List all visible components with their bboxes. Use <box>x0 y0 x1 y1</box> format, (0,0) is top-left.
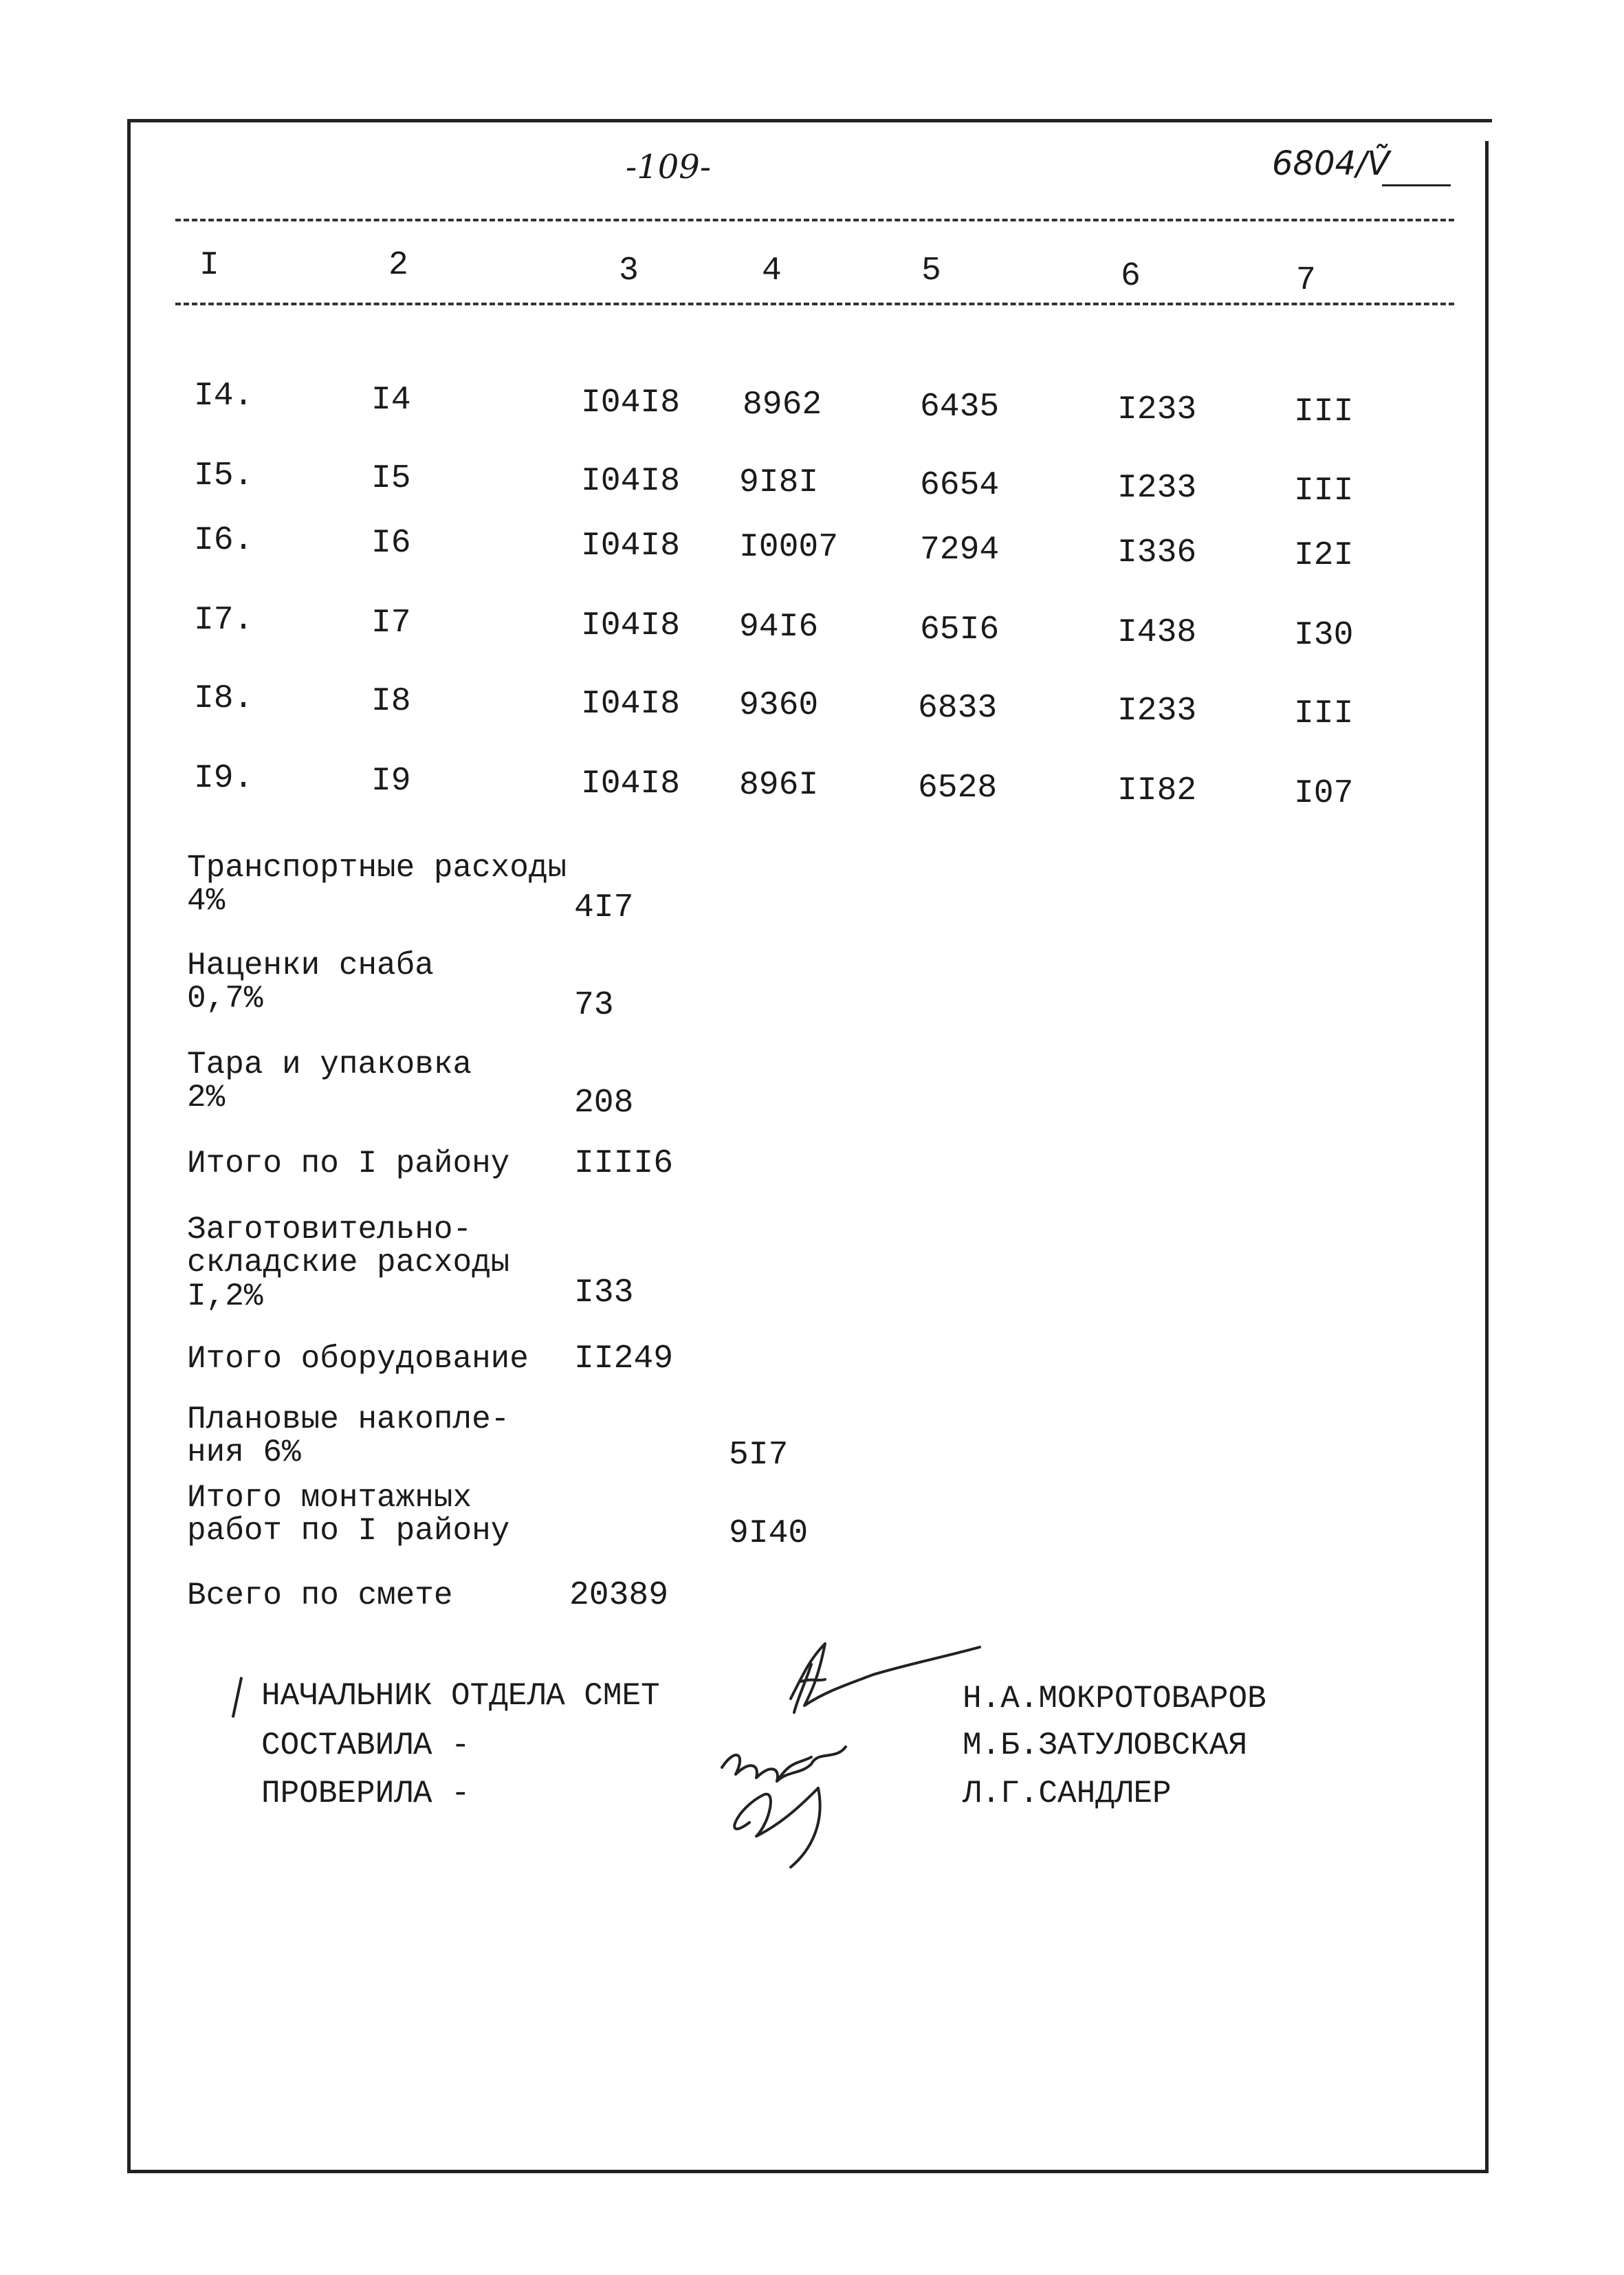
cell-col7: I07 <box>1294 775 1354 812</box>
column-header-6: 6 <box>1121 258 1141 295</box>
row-number: I8. <box>194 680 254 717</box>
signature-name-compiled: М.Б.ЗАТУЛОВСКАЯ <box>963 1728 1248 1763</box>
cell-col6: I233 <box>1117 693 1197 730</box>
summary-label-planned-savings: Плановые накопле- ния 6% <box>187 1402 510 1471</box>
cell-col2: I9 <box>371 763 411 800</box>
document-code: 6804/Ṽ <box>1272 144 1390 183</box>
cell-col2: I5 <box>371 460 411 497</box>
summary-label-installation: Итого монтажных работ по I району <box>187 1480 510 1549</box>
frame-top-border <box>127 119 1492 122</box>
column-header-3: 3 <box>619 252 639 290</box>
page-number: -109- <box>626 148 712 186</box>
cell-col4: I0007 <box>739 529 839 566</box>
column-header-5: 5 <box>921 252 941 290</box>
signature-role-head: НАЧАЛЬНИК ОТДЕЛА СМЕТ <box>261 1678 660 1714</box>
cell-col5: 6833 <box>918 690 998 727</box>
frame-bottom-border <box>127 2170 1489 2173</box>
column-header-2: 2 <box>388 247 408 284</box>
cell-col2: I8 <box>371 683 411 720</box>
frame-right-border <box>1485 141 1489 2173</box>
cell-col4: 8962 <box>743 387 822 424</box>
cell-col4: 9I8I <box>739 464 819 501</box>
cell-col5: 6654 <box>920 467 1000 504</box>
row-number: I7. <box>194 602 254 639</box>
cell-col5: 65I6 <box>920 611 1000 649</box>
row-number: I5. <box>194 457 254 494</box>
summary-label-grand-total: Всего по смете <box>187 1578 453 1613</box>
summary-label-total-equipment: Итого оборудование <box>187 1341 529 1377</box>
table-header-top-rule <box>175 219 1454 221</box>
summary-value-total-equipment: II249 <box>574 1340 674 1378</box>
column-header-4: 4 <box>762 252 782 290</box>
signature-role-compiled: СОСТАВИЛА - <box>261 1728 470 1763</box>
summary-label-transport: Транспортные расходы 4% <box>187 850 567 919</box>
summary-value-packaging: 208 <box>574 1085 634 1122</box>
row-number: I9. <box>194 760 254 797</box>
cell-col7: I30 <box>1294 617 1354 654</box>
cell-col6: I336 <box>1117 534 1197 572</box>
row-number: I6. <box>194 522 254 559</box>
summary-label-total-district: Итого по I району <box>187 1146 510 1182</box>
cell-col5: 7294 <box>920 532 1000 569</box>
frame-left-border <box>127 119 131 2173</box>
cell-col5: 6528 <box>918 770 998 807</box>
signature-mark-slash <box>232 1677 243 1718</box>
document-code-underline <box>1382 184 1451 186</box>
cell-col2: I6 <box>371 525 411 562</box>
summary-value-procurement: I33 <box>574 1274 634 1311</box>
cell-col3: I04I8 <box>581 686 681 723</box>
cell-col7: III <box>1294 695 1354 732</box>
summary-label-markup: Наценки снаба 0,7% <box>187 948 434 1017</box>
cell-col4: 94I6 <box>739 609 819 646</box>
cell-col3: I04I8 <box>581 463 681 500</box>
cell-col2: I7 <box>371 605 411 642</box>
summary-value-markup: 73 <box>574 987 614 1024</box>
cell-col6: I438 <box>1117 614 1197 651</box>
cell-col7: III <box>1294 393 1354 431</box>
summary-value-transport: 4I7 <box>574 889 634 926</box>
signature-name-checked: Л.Г.САНДЛЕР <box>963 1776 1172 1811</box>
cell-col7: III <box>1294 472 1354 510</box>
cell-col3: I04I8 <box>581 527 681 565</box>
cell-col4: 9360 <box>739 687 819 724</box>
cell-col3: I04I8 <box>581 765 681 803</box>
signature-name-head: Н.А.МОКРОТОВАРОВ <box>963 1681 1266 1717</box>
summary-value-installation: 9I40 <box>729 1515 809 1552</box>
cell-col2: I4 <box>371 382 411 419</box>
row-number: I4. <box>194 378 254 415</box>
summary-label-packaging: Тара и упаковка 2% <box>187 1047 472 1116</box>
summary-value-grand-total: 20389 <box>569 1577 669 1614</box>
column-header-7: 7 <box>1296 262 1316 299</box>
cell-col5: 6435 <box>920 389 1000 426</box>
cell-col7: I2I <box>1294 537 1354 574</box>
cell-col6: II82 <box>1117 772 1197 809</box>
summary-label-procurement: Заготовительно- складские расходы I,2% <box>187 1212 510 1314</box>
cell-col6: I233 <box>1117 470 1197 507</box>
summary-value-planned-savings: 5I7 <box>729 1437 789 1474</box>
cell-col4: 896I <box>739 767 819 804</box>
cell-col6: I233 <box>1117 391 1197 428</box>
cell-col3: I04I8 <box>581 607 681 644</box>
signature-role-checked: ПРОВЕРИЛА - <box>261 1776 470 1811</box>
cell-col3: I04I8 <box>581 384 681 422</box>
summary-value-total-district: IIII6 <box>574 1145 674 1182</box>
handwritten-signatures <box>708 1616 997 1877</box>
table-header-bottom-rule <box>175 303 1454 305</box>
column-header-1: I <box>199 247 219 284</box>
